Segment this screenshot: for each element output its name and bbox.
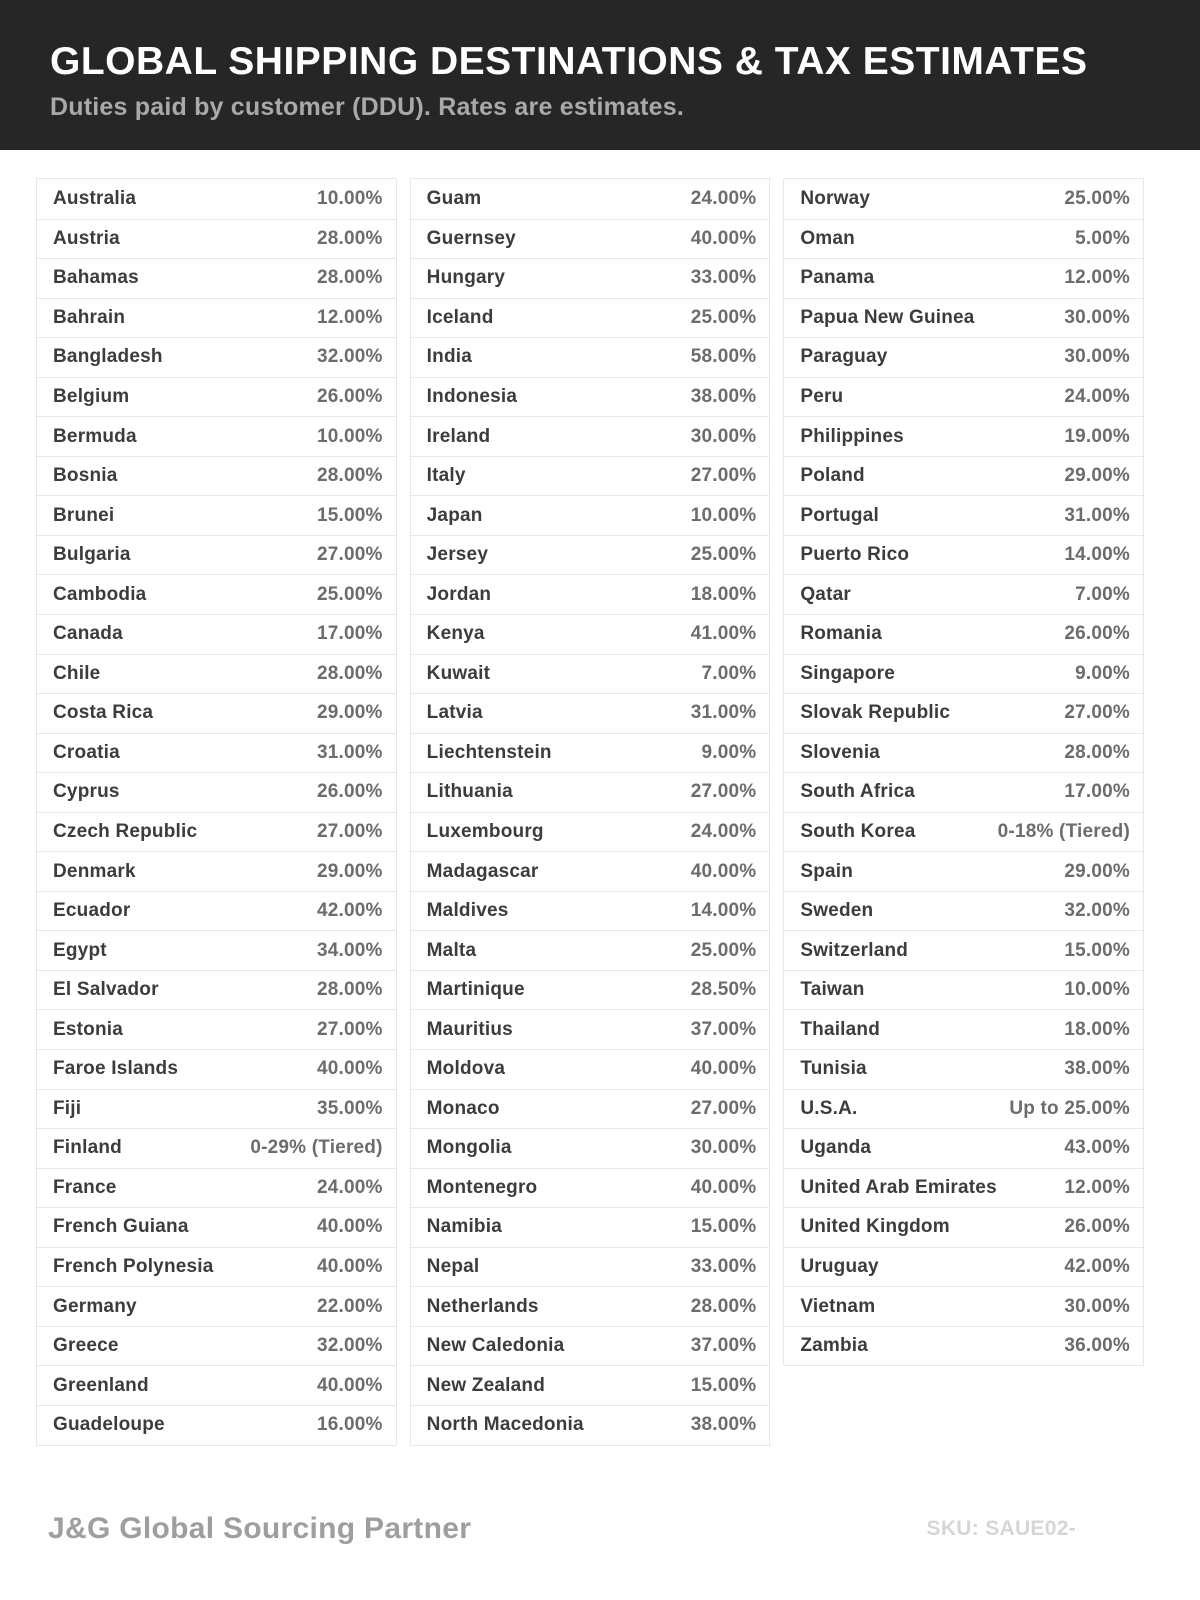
- country-name: South Africa: [800, 781, 915, 803]
- tax-rate: 25.00%: [690, 544, 757, 566]
- country-name: Mauritius: [426, 1018, 513, 1040]
- tax-rate: 24.00%: [690, 187, 757, 209]
- table-row: [37, 733, 396, 773]
- table-row: [784, 219, 1143, 259]
- country-name: Germany: [53, 1295, 137, 1317]
- table-row: [784, 693, 1143, 733]
- tax-rate: 31.00%: [1064, 504, 1130, 526]
- table-row: [784, 456, 1143, 496]
- tax-rate: 40.00%: [690, 1058, 757, 1080]
- country-name: Zambia: [800, 1335, 869, 1357]
- country-name: Madagascar: [426, 860, 539, 882]
- tax-rate: 40.00%: [317, 1058, 383, 1080]
- tax-rate: 36.00%: [1064, 1335, 1130, 1357]
- table-row: [784, 495, 1143, 535]
- table-row: [37, 970, 396, 1010]
- table-row: [37, 337, 396, 377]
- table-row: [37, 1049, 396, 1089]
- rate-column-2: [410, 178, 771, 1446]
- tax-rate: 26.00%: [317, 781, 383, 803]
- country-name: U.S.A.: [800, 1097, 858, 1119]
- country-name: Tunisia: [800, 1058, 867, 1080]
- table-row: [411, 772, 770, 812]
- table-row: [784, 337, 1143, 377]
- tax-rate: 30.00%: [690, 1137, 757, 1159]
- country-name: El Salvador: [53, 979, 159, 1001]
- table-row: [411, 1089, 770, 1129]
- country-name: Poland: [800, 465, 865, 487]
- tax-rate: 29.00%: [1064, 860, 1130, 882]
- table-row: [784, 851, 1143, 891]
- tax-rate: 40.00%: [690, 227, 757, 249]
- table-row: [784, 1128, 1143, 1168]
- table-row: [37, 219, 396, 259]
- table-row: [37, 1168, 396, 1208]
- country-name: Norway: [800, 187, 871, 209]
- country-name: Ireland: [426, 425, 491, 447]
- country-name: Taiwan: [800, 979, 865, 1001]
- tax-rate: 58.00%: [690, 346, 757, 368]
- tax-rate: 24.00%: [317, 1176, 383, 1198]
- country-name: Moldova: [426, 1058, 506, 1080]
- country-name: Nepal: [426, 1256, 480, 1278]
- tax-rate: 28.00%: [1064, 741, 1130, 763]
- table-row: [411, 970, 770, 1010]
- tax-rate: 27.00%: [690, 1097, 757, 1119]
- country-name: Vietnam: [800, 1295, 876, 1317]
- country-name: Bahrain: [53, 306, 126, 328]
- tax-rate: 0-29% (Tiered): [250, 1137, 383, 1159]
- tax-rate: 15.00%: [317, 504, 383, 526]
- country-name: Faroe Islands: [53, 1058, 179, 1080]
- table-row: [37, 495, 396, 535]
- table-row: [411, 1207, 770, 1247]
- country-name: Jordan: [426, 583, 492, 605]
- country-name: Hungary: [426, 267, 506, 289]
- table-row: [411, 495, 770, 535]
- table-row: [37, 574, 396, 614]
- country-name: Monaco: [426, 1097, 500, 1119]
- table-row: [411, 891, 770, 931]
- country-name: Namibia: [426, 1216, 502, 1238]
- table-row: [784, 179, 1143, 219]
- tax-rate: 26.00%: [317, 386, 383, 407]
- tax-rate: 40.00%: [690, 1176, 757, 1198]
- tax-rate: 10.00%: [690, 504, 757, 526]
- tax-rate: 29.00%: [317, 860, 383, 882]
- tax-rate: 29.00%: [1064, 465, 1130, 487]
- tax-rate: 25.00%: [317, 583, 383, 605]
- tax-rate: 27.00%: [690, 465, 757, 487]
- table-row: [411, 1365, 770, 1405]
- tax-rate: 25.00%: [1064, 187, 1130, 209]
- tax-rate: 27.00%: [690, 781, 757, 803]
- tax-rate: 0-18% (Tiered): [997, 821, 1130, 843]
- country-name: Bangladesh: [53, 346, 163, 368]
- country-name: France: [53, 1176, 117, 1198]
- country-name: Guernsey: [426, 227, 516, 249]
- table-row: [784, 377, 1143, 417]
- table-row: [37, 1128, 396, 1168]
- tax-rate: 40.00%: [317, 1374, 383, 1396]
- tax-rate: 42.00%: [1064, 1256, 1130, 1278]
- tax-rate: 35.00%: [317, 1097, 383, 1119]
- country-name: Costa Rica: [53, 702, 154, 724]
- country-name: Lithuania: [426, 781, 513, 803]
- table-row: [784, 1247, 1143, 1287]
- tax-rate: 30.00%: [690, 425, 757, 447]
- table-row: [784, 535, 1143, 575]
- tax-rate: 31.00%: [317, 741, 383, 763]
- tax-rate: 30.00%: [1064, 346, 1130, 368]
- table-row: [37, 1326, 396, 1366]
- table-row: [784, 1049, 1143, 1089]
- tax-rate: 32.00%: [317, 346, 383, 368]
- tax-rate: 27.00%: [1064, 702, 1130, 724]
- country-name: South Korea: [800, 821, 916, 843]
- table-row: [784, 1207, 1143, 1247]
- country-name: Slovak Republic: [800, 702, 951, 724]
- tax-rate: 38.00%: [690, 1414, 757, 1436]
- tax-rate: 41.00%: [690, 623, 757, 645]
- country-name: Italy: [426, 465, 466, 487]
- tax-rate: 27.00%: [317, 1018, 383, 1040]
- country-name: Oman: [800, 227, 855, 249]
- tax-rate: 12.00%: [1064, 267, 1130, 289]
- table-row: [37, 693, 396, 733]
- tax-rate: 31.00%: [690, 702, 757, 724]
- country-name: Jersey: [426, 544, 489, 566]
- table-row: [411, 1247, 770, 1287]
- country-name: French Polynesia: [53, 1256, 214, 1278]
- table-row: [411, 574, 770, 614]
- tax-rate: 32.00%: [1064, 900, 1130, 922]
- table-row: [784, 1326, 1143, 1366]
- page-header: [0, 0, 1200, 150]
- tax-rate: 25.00%: [690, 306, 757, 328]
- tax-rate: 28.00%: [317, 465, 383, 487]
- table-row: [411, 733, 770, 773]
- country-name: Puerto Rico: [800, 544, 910, 566]
- tax-rate: 10.00%: [317, 425, 383, 447]
- tax-rate: 43.00%: [1064, 1137, 1130, 1159]
- tax-rate: Up to 25.00%: [1009, 1097, 1130, 1119]
- country-name: Brunei: [53, 504, 115, 526]
- table-row: [784, 733, 1143, 773]
- country-name: Maldives: [426, 900, 509, 922]
- table-row: [784, 1168, 1143, 1208]
- table-row: [411, 614, 770, 654]
- table-row: [37, 614, 396, 654]
- tax-rate: 18.00%: [1064, 1018, 1130, 1040]
- table-row: [784, 891, 1143, 931]
- country-name: Czech Republic: [53, 821, 198, 843]
- table-row: [37, 851, 396, 891]
- country-name: Uganda: [800, 1137, 872, 1159]
- table-row: [37, 1286, 396, 1326]
- country-name: Japan: [426, 504, 483, 526]
- country-name: Bosnia: [53, 465, 118, 487]
- country-name: North Macedonia: [426, 1414, 584, 1436]
- tax-rate: 27.00%: [317, 821, 383, 843]
- tax-rate: 40.00%: [690, 860, 757, 882]
- tax-rate: 15.00%: [690, 1374, 757, 1396]
- table-row: [37, 179, 396, 219]
- table-row: [37, 298, 396, 338]
- country-name: Bulgaria: [53, 544, 131, 566]
- country-name: Liechtenstein: [426, 741, 552, 763]
- tax-rate: 42.00%: [317, 900, 383, 922]
- country-name: Bahamas: [53, 267, 139, 289]
- table-row: [37, 1089, 396, 1129]
- country-name: Peru: [800, 386, 844, 407]
- table-row: [37, 535, 396, 575]
- page-title: GLOBAL SHIPPING DESTINATIONS & TAX ESTIMATES: [50, 40, 1088, 83]
- table-row: [37, 1365, 396, 1405]
- country-name: Romania: [800, 623, 882, 645]
- table-row: [784, 930, 1143, 970]
- country-name: Uruguay: [800, 1256, 879, 1278]
- country-name: Guadeloupe: [53, 1414, 165, 1436]
- country-name: India: [426, 346, 472, 368]
- table-row: [37, 812, 396, 852]
- country-name: Iceland: [426, 306, 494, 328]
- table-row: [784, 654, 1143, 694]
- country-name: Mongolia: [426, 1137, 512, 1159]
- table-row: [411, 654, 770, 694]
- tax-rate: 27.00%: [317, 544, 383, 566]
- country-name: Australia: [53, 187, 137, 209]
- tax-rate: 7.00%: [701, 662, 757, 684]
- table-row: [784, 574, 1143, 614]
- tax-rate: 38.00%: [1064, 1058, 1130, 1080]
- country-name: Sweden: [800, 900, 874, 922]
- tax-rate: 33.00%: [690, 267, 757, 289]
- country-name: Cyprus: [53, 781, 120, 803]
- page-footer: [48, 1512, 1076, 1546]
- tax-rate: 15.00%: [1064, 939, 1130, 961]
- tax-rate-table: [36, 178, 1144, 1446]
- tax-rate: 28.50%: [690, 979, 757, 1001]
- table-row: [411, 416, 770, 456]
- country-name: Cambodia: [53, 583, 147, 605]
- tax-rate: 17.00%: [1064, 781, 1130, 803]
- table-row: [784, 1009, 1143, 1049]
- country-name: Indonesia: [426, 386, 518, 407]
- country-name: Martinique: [426, 979, 525, 1001]
- country-name: Kuwait: [426, 662, 491, 684]
- tax-rate: 19.00%: [1064, 425, 1130, 447]
- table-row: [411, 1326, 770, 1366]
- tax-rate: 10.00%: [1064, 979, 1130, 1001]
- tax-rate: 9.00%: [701, 741, 757, 763]
- tax-rate: 10.00%: [317, 187, 383, 209]
- country-name: Austria: [53, 227, 120, 249]
- tax-rate: 22.00%: [317, 1295, 383, 1317]
- country-name: Papua New Guinea: [800, 306, 975, 328]
- rate-column-3: [783, 178, 1144, 1366]
- country-name: United Kingdom: [800, 1216, 950, 1238]
- table-row: [411, 1405, 770, 1445]
- table-row: [411, 693, 770, 733]
- tax-rate: 7.00%: [1075, 583, 1130, 605]
- country-name: French Guiana: [53, 1216, 189, 1238]
- tax-rate: 14.00%: [1064, 544, 1130, 566]
- tax-rate: 40.00%: [317, 1216, 383, 1238]
- country-name: Slovenia: [800, 741, 881, 763]
- tax-rate: 40.00%: [317, 1256, 383, 1278]
- country-name: Paraguay: [800, 346, 888, 368]
- tax-rate: 28.00%: [317, 267, 383, 289]
- sku-label: SKU: SAUE02-: [926, 1517, 1076, 1540]
- table-row: [784, 812, 1143, 852]
- country-name: Latvia: [426, 702, 483, 724]
- country-name: Canada: [53, 623, 123, 645]
- country-name: Belgium: [53, 386, 130, 407]
- country-name: Estonia: [53, 1018, 124, 1040]
- country-name: Croatia: [53, 741, 120, 763]
- rate-column-1: [36, 178, 397, 1446]
- table-row: [411, 298, 770, 338]
- country-name: Panama: [800, 267, 875, 289]
- tax-rate: 15.00%: [690, 1216, 757, 1238]
- table-row: [37, 891, 396, 931]
- table-row: [37, 930, 396, 970]
- country-name: Greenland: [53, 1374, 149, 1396]
- country-name: Singapore: [800, 662, 896, 684]
- country-name: Montenegro: [426, 1176, 538, 1198]
- table-row: [37, 416, 396, 456]
- tax-rate: 26.00%: [1064, 623, 1130, 645]
- tax-rate: 9.00%: [1075, 662, 1130, 684]
- table-row: [411, 1286, 770, 1326]
- country-name: Kenya: [426, 623, 485, 645]
- country-name: Netherlands: [426, 1295, 539, 1317]
- table-row: [411, 377, 770, 417]
- table-row: [411, 337, 770, 377]
- country-name: Guam: [426, 187, 482, 209]
- table-row: [784, 772, 1143, 812]
- tax-rate: 30.00%: [1064, 306, 1130, 328]
- tax-rate: 24.00%: [1064, 386, 1130, 407]
- table-row: [411, 930, 770, 970]
- table-row: [784, 1089, 1143, 1129]
- table-row: [411, 219, 770, 259]
- table-row: [37, 258, 396, 298]
- table-row: [784, 970, 1143, 1010]
- tax-rate: 16.00%: [317, 1414, 383, 1436]
- tax-rate: 12.00%: [317, 306, 383, 328]
- table-row: [411, 1128, 770, 1168]
- country-name: Luxembourg: [426, 821, 544, 843]
- tax-rate: 28.00%: [317, 227, 383, 249]
- table-row: [37, 1207, 396, 1247]
- country-name: Denmark: [53, 860, 136, 882]
- tax-rate: 17.00%: [317, 623, 383, 645]
- country-name: New Zealand: [426, 1374, 545, 1396]
- tax-rate: 18.00%: [690, 583, 757, 605]
- table-row: [37, 1405, 396, 1445]
- table-row: [784, 1286, 1143, 1326]
- country-name: Qatar: [800, 583, 851, 605]
- country-name: Switzerland: [800, 939, 909, 961]
- tax-rate: 37.00%: [690, 1335, 757, 1357]
- table-row: [411, 851, 770, 891]
- table-row: [37, 654, 396, 694]
- table-row: [784, 258, 1143, 298]
- country-name: Malta: [426, 939, 477, 961]
- country-name: United Arab Emirates: [800, 1176, 997, 1198]
- table-row: [784, 614, 1143, 654]
- country-name: Finland: [53, 1137, 122, 1159]
- page-subtitle: Duties paid by customer (DDU). Rates are estimates.: [50, 93, 685, 121]
- table-row: [37, 1247, 396, 1287]
- tax-rate: 38.00%: [690, 386, 757, 407]
- country-name: Fiji: [53, 1097, 82, 1119]
- tax-rate: 5.00%: [1075, 227, 1130, 249]
- country-name: New Caledonia: [426, 1335, 565, 1357]
- tax-rate: 28.00%: [317, 662, 383, 684]
- table-row: [37, 377, 396, 417]
- country-name: Ecuador: [53, 900, 131, 922]
- table-row: [411, 535, 770, 575]
- country-name: Chile: [53, 662, 101, 684]
- country-name: Bermuda: [53, 425, 137, 447]
- tax-rate: 28.00%: [690, 1295, 757, 1317]
- tax-rate: 24.00%: [690, 821, 757, 843]
- tax-rate: 37.00%: [690, 1018, 757, 1040]
- table-row: [411, 1049, 770, 1089]
- tax-rate: 12.00%: [1064, 1176, 1130, 1198]
- table-row: [37, 456, 396, 496]
- country-name: Egypt: [53, 939, 107, 961]
- tax-rate: 33.00%: [690, 1256, 757, 1278]
- country-name: Philippines: [800, 425, 904, 447]
- tax-rate: 34.00%: [317, 939, 383, 961]
- table-row: [411, 1168, 770, 1208]
- tax-rate: 32.00%: [317, 1335, 383, 1357]
- table-row: [784, 298, 1143, 338]
- brand-name: J&G Global Sourcing Partner: [48, 1512, 472, 1545]
- tax-rate: 26.00%: [1064, 1216, 1130, 1238]
- tax-rate: 29.00%: [317, 702, 383, 724]
- country-name: Thailand: [800, 1018, 881, 1040]
- country-name: Greece: [53, 1335, 119, 1357]
- table-row: [37, 1009, 396, 1049]
- tax-rate: 28.00%: [317, 979, 383, 1001]
- table-row: [411, 258, 770, 298]
- table-row: [784, 416, 1143, 456]
- tax-rate: 14.00%: [690, 900, 757, 922]
- table-row: [411, 179, 770, 219]
- tax-rate: 30.00%: [1064, 1295, 1130, 1317]
- country-name: Portugal: [800, 504, 879, 526]
- country-name: Spain: [800, 860, 854, 882]
- table-row: [411, 1009, 770, 1049]
- table-row: [37, 772, 396, 812]
- table-row: [411, 812, 770, 852]
- tax-rate: 25.00%: [690, 939, 757, 961]
- table-row: [411, 456, 770, 496]
